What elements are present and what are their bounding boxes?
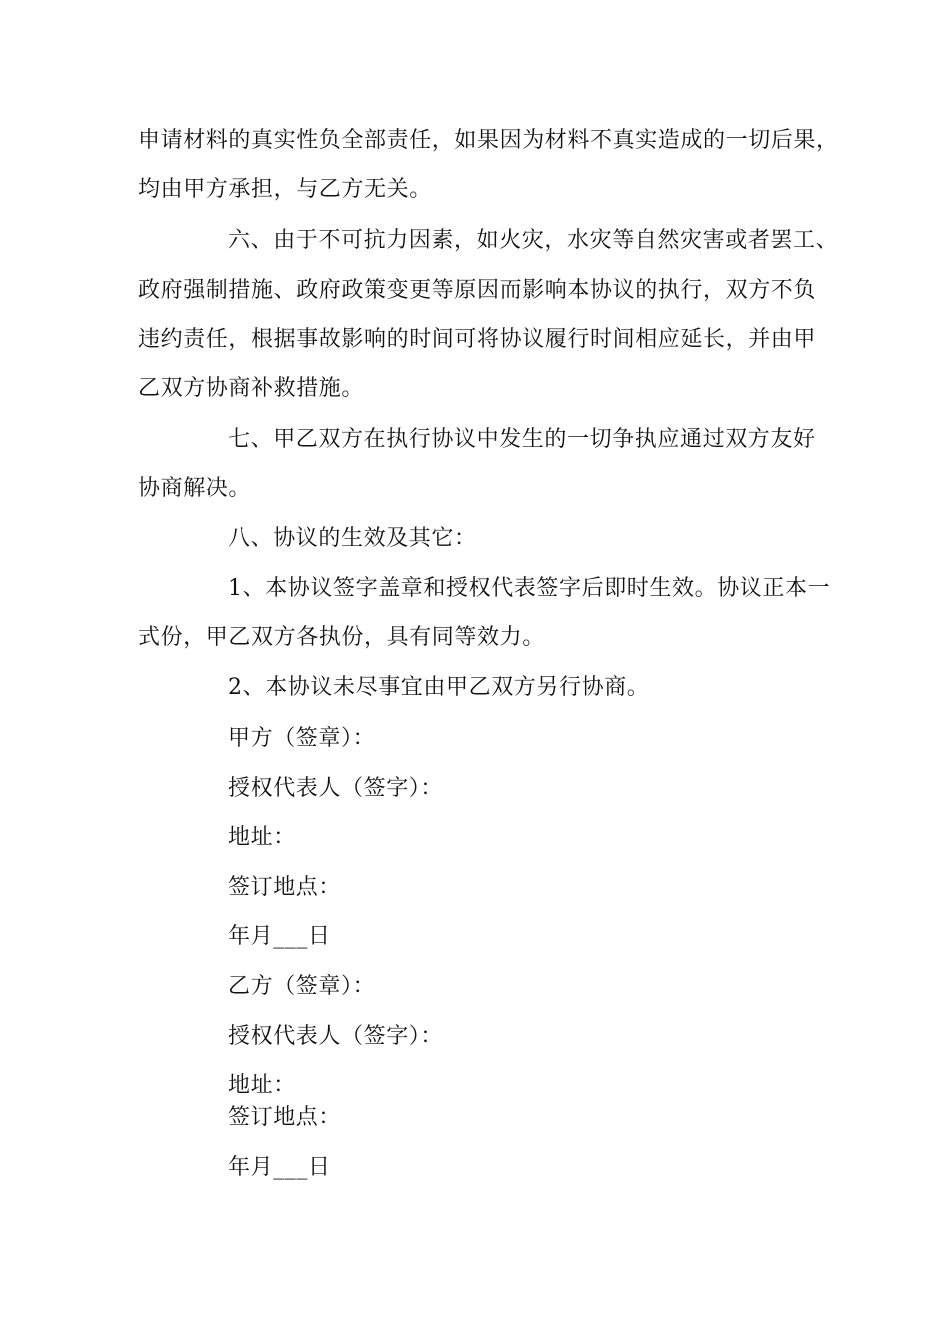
party-b-place: 签订地点：	[228, 1105, 342, 1130]
party-a-representative: 授权代表人（签字）：	[228, 776, 444, 801]
paragraph-7-line-1: 七、甲乙双方在执行协议中发生的一切争执应通过双方友好	[228, 427, 816, 452]
party-a-place: 签订地点：	[228, 875, 342, 900]
paragraph-5-line-2: 均由甲方承担，与乙方无关。	[138, 177, 432, 202]
party-a-date: 年月___日	[228, 924, 331, 949]
party-b-representative: 授权代表人（签字）：	[228, 1024, 444, 1049]
party-b-date: 年月___日	[228, 1155, 331, 1180]
paragraph-8-heading: 八、协议的生效及其它：	[228, 526, 477, 551]
clause-1-line-1: 1、本协议签字盖章和授权代表签字后即时生效。协议正本一	[228, 576, 831, 601]
paragraph-6-line-1: 六、由于不可抗力因素，如火灾，水灾等自然灾害或者罢工、	[228, 228, 839, 253]
party-a-address: 地址：	[228, 825, 296, 850]
paragraph-5-line-1: 申请材料的真实性负全部责任，如果因为材料不真实造成的一切后果，	[138, 128, 839, 153]
party-a-seal: 甲方（签章）：	[228, 726, 376, 751]
paragraph-6-line-4: 乙双方协商补救措施。	[138, 376, 365, 401]
paragraph-7-line-2: 协商解决。	[138, 476, 252, 501]
clause-1-line-2: 式份，甲乙双方各执份，具有同等效力。	[138, 625, 545, 650]
clause-2: 2、本协议未尽事宜由甲乙双方另行协商。	[228, 675, 650, 700]
party-b-address: 地址：	[228, 1073, 296, 1098]
party-b-seal: 乙方（签章）：	[228, 974, 376, 999]
paragraph-6-line-3: 违约责任，根据事故影响的时间可将协议履行时间相应延长，并由甲	[138, 327, 817, 352]
paragraph-6-line-2: 政府强制措施、政府政策变更等原因而影响本协议的执行，双方不负	[138, 278, 817, 303]
